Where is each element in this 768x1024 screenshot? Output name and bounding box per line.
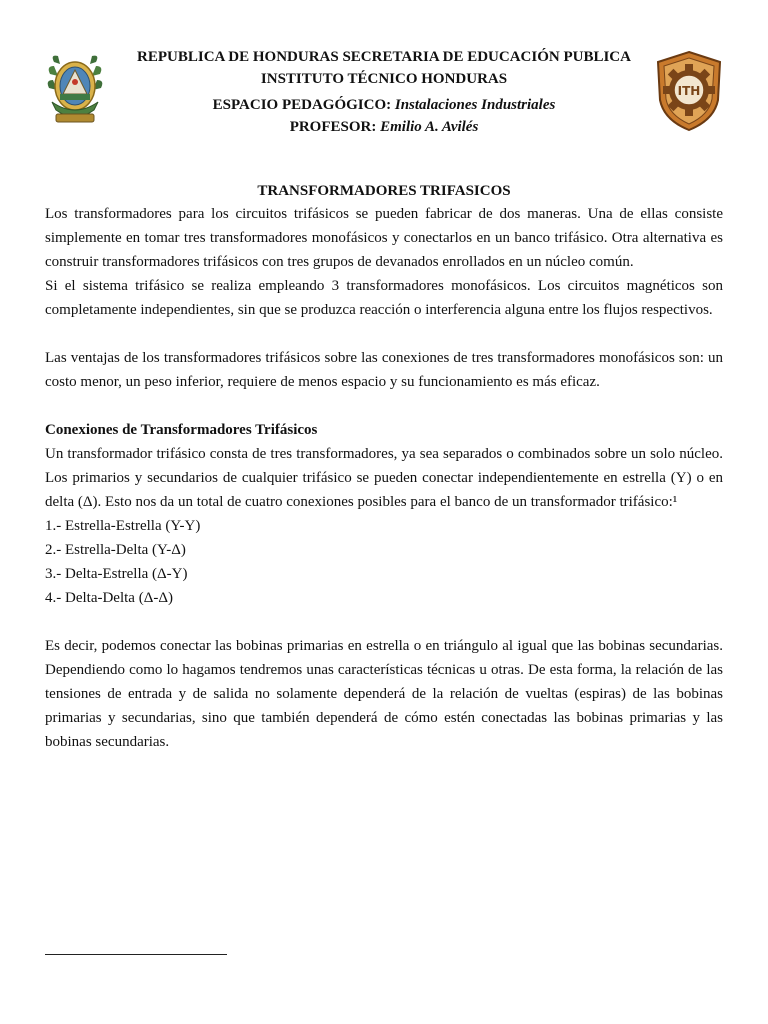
document-body	[45, 202, 723, 754]
intro-paragraph-2: Si el sistema trifásico se realiza empleando 3 transformadores monofásicos. Los circuitos magnéticos son completamente independientes, sin que se produzca reacción o interferencia alguna entre los flujos respectivos.	[45, 278, 723, 318]
list-item: 2.- Estrella-Delta (Y-Δ)	[45, 542, 186, 558]
subject-label: ESPACIO PEDAGÓGICO:	[212, 97, 392, 113]
connections-paragraph: Un transformador trifásico consta de tres transformadores, ya sea separados o combinados sobre un solo núcleo. Los primarios y secundarios de cualquier trifásico se pueden conectar independientemente en estrella (Y) o en delta (Δ). Esto nos da un total de cuatro conexiones posibles para el banco de un transformador trifásico:¹	[45, 446, 723, 510]
closing-paragraph: Es decir, podemos conectar las bobinas primarias en estrella o en triángulo al igual que las bobinas secundarias. Dependiendo como lo hagamos tendremos unas características técnicas u otras. De esta forma, la relación de las tensiones de entrada y de salida no solamente dependerá de la relación de vueltas (espiras) de las bobinas primarias y secundarias, sino que también dependerá de cómo estén conectadas las bobinas primarias y las bobinas secundarias.	[45, 638, 723, 750]
document-title: TRANSFORMADORES TRIFASICOS	[257, 183, 511, 199]
header-teacher	[0, 116, 768, 138]
intro-paragraph-1: Los transformadores para los circuitos trifásicos se pueden fabricar de dos maneras. Una de ellas consiste simplemente en tomar tres transformadores monofásicos y conectarlos en un banco trifásico. Otra alternativa es construir transformadores trifásicos con tres grupos de devanados enrollados en un núcleo común.	[45, 206, 723, 270]
list-item: 1.- Estrella-Estrella (Y-Y)	[45, 518, 201, 534]
header-line-1: REPUBLICA DE HONDURAS SECRETARIA DE EDUCACIÓN PUBLICA	[137, 49, 631, 65]
list-item: 3.- Delta-Estrella (Δ-Y)	[45, 566, 188, 582]
teacher-value: Emilio A. Avilés	[380, 119, 479, 135]
list-item: 4.- Delta-Delta (Δ-Δ)	[45, 590, 173, 606]
header-line-2: INSTITUTO TÉCNICO HONDURAS	[260, 71, 508, 87]
connections-heading: Conexiones de Transformadores Trifásicos	[45, 422, 318, 438]
header-subject	[0, 94, 768, 116]
subject-value: Instalaciones Industriales	[394, 97, 556, 113]
document-header	[0, 46, 768, 138]
footnote-divider	[45, 954, 227, 955]
emblem-letters: ITH	[677, 84, 701, 98]
advantages-paragraph: Las ventajas de los transformadores trifásicos sobre las conexiones de tres transformadores monofásicos son: un costo menor, un peso inferior, requiere de menos espacio y su funcionamiento es más eficaz.	[45, 350, 723, 390]
teacher-label: PROFESOR:	[289, 119, 377, 135]
